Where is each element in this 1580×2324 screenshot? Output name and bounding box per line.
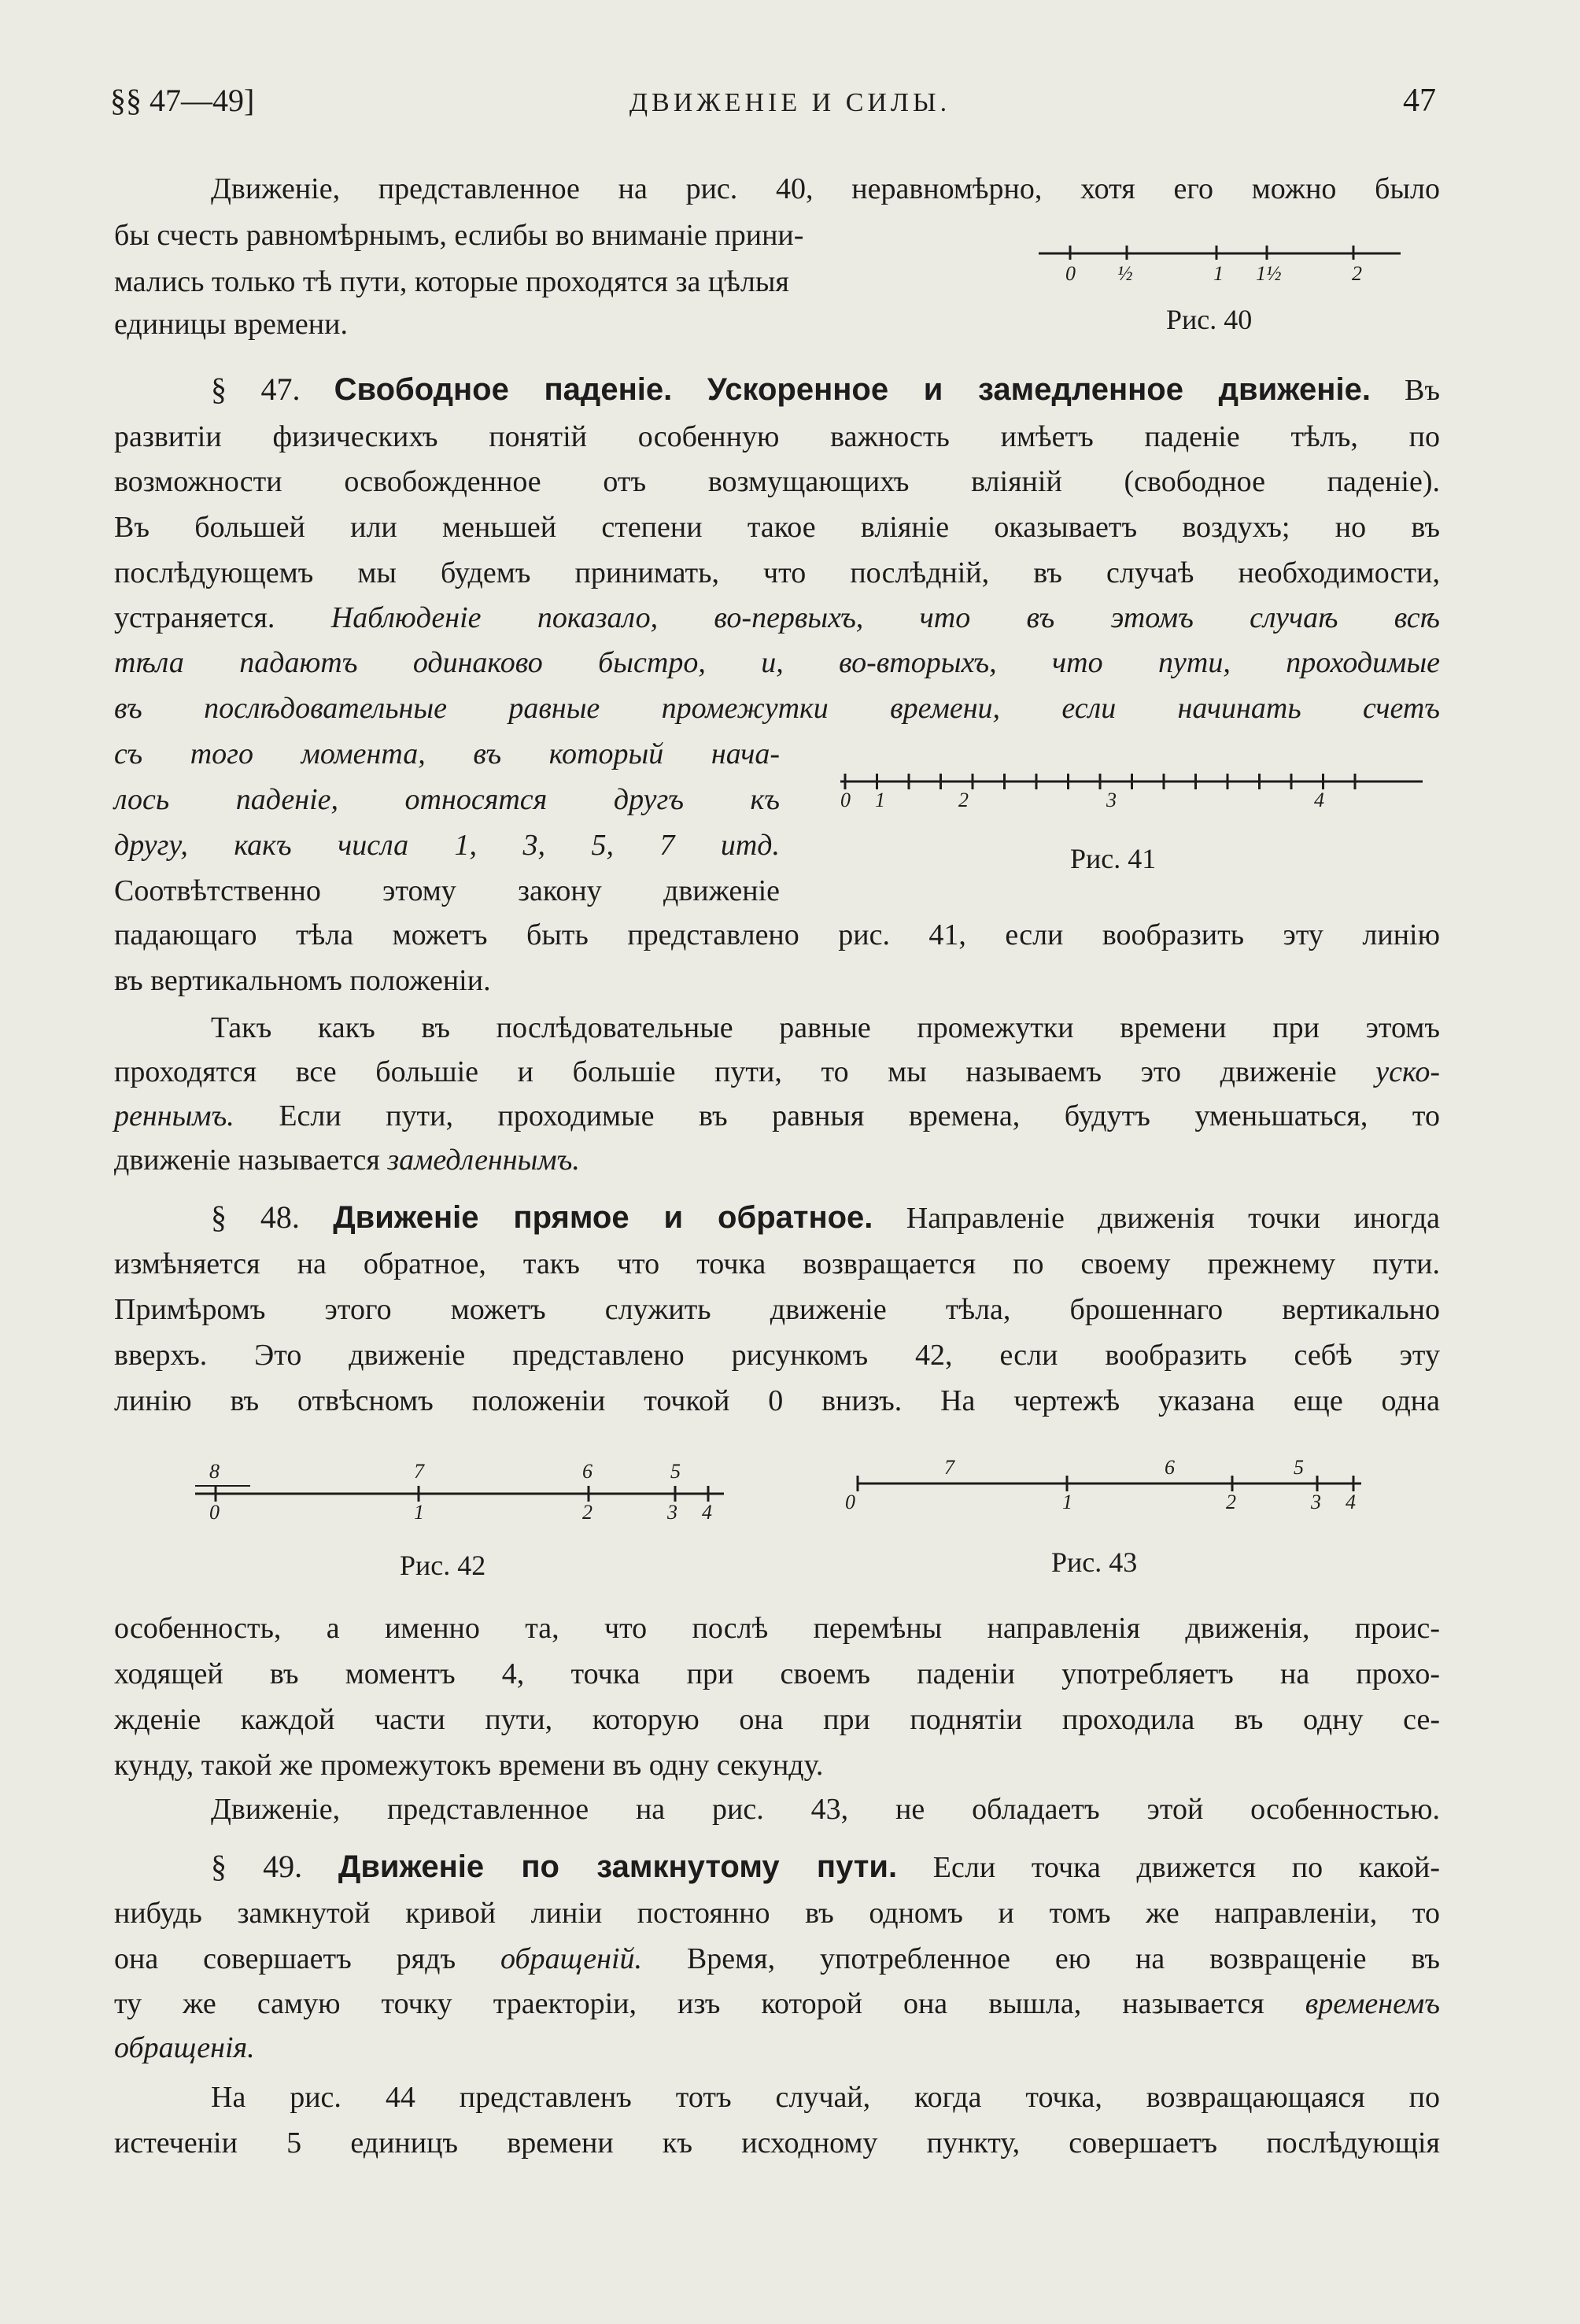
- italic-text: лось паденіе, относятся другъ къ: [114, 783, 780, 816]
- fig43-label-below: 3: [1311, 1491, 1321, 1513]
- text-line: измѣняется на обратное, такъ что точка возвращается по своему прежнему пути.: [114, 1247, 1440, 1280]
- figure-41-diagram: [834, 767, 1432, 815]
- section-49-heading-line: [114, 1849, 1440, 1885]
- figure-43-caption: Рис. 43: [1051, 1546, 1138, 1578]
- italic-text: обращенія.: [114, 2031, 255, 2064]
- italic-text: уско-: [1375, 1055, 1440, 1088]
- text-line: жденіе каждой части пути, которую она при поднятіи проходила въ одну се-: [114, 1703, 1440, 1736]
- italic-text: обращеній.: [500, 1942, 643, 1975]
- fig42-label-below: 3: [667, 1501, 677, 1524]
- italic-text: въ послѣдовательные равные промежутки времени, если начинать счетъ: [114, 692, 1440, 725]
- fig42-label-below: 2: [582, 1501, 592, 1524]
- text-fragment: Время, употребленное ею на возвращеніе въ: [686, 1942, 1440, 1975]
- text-line: [114, 691, 1440, 726]
- text-line: [114, 645, 1440, 680]
- text-fragment: Направленіе движенія точки иногда: [906, 1202, 1441, 1235]
- fig40-label: 0: [1065, 262, 1076, 285]
- header-section-range: §§ 47—49]: [110, 83, 255, 118]
- section-49-title: Движеніе по замкнутому пути.: [338, 1849, 898, 1884]
- fig41-label: 1: [875, 789, 885, 811]
- figure-40-caption: Рис. 40: [1166, 304, 1253, 335]
- text-line: вверхъ. Это движеніе представлено рисункомъ 42, если вообразить себѣ эту: [114, 1339, 1440, 1372]
- fig43-label-above: 5: [1294, 1456, 1304, 1479]
- fig40-label: 1½: [1256, 262, 1282, 285]
- fig42-label-above: 6: [582, 1460, 592, 1483]
- text-line: въ вертикальномъ положеніи.: [114, 964, 491, 997]
- fig40-label: ½: [1117, 262, 1133, 285]
- fig42-label-below: 0: [209, 1501, 220, 1524]
- section-48-number: § 48.: [211, 1199, 300, 1235]
- figure-41-caption: Рис. 41: [1070, 843, 1157, 874]
- text-line: [114, 600, 1440, 635]
- section-47-number: § 47.: [211, 371, 301, 407]
- text-line: [114, 2030, 1440, 2065]
- header-chapter-title: ДВИЖЕНІЕ И СИЛЫ.: [629, 88, 951, 117]
- text-line: Примѣромъ этого можетъ служить движеніе тѣла, брошеннаго вертикально: [114, 1293, 1440, 1326]
- fig41-label: 3: [1106, 789, 1117, 811]
- fig42-label-below: 1: [414, 1501, 424, 1524]
- text-line: [114, 782, 780, 817]
- fig42-label-above: 5: [670, 1460, 681, 1483]
- italic-text: Наблюденіе показало, во-первыхъ, что въ этомъ случаѣ всѣ: [330, 601, 1440, 634]
- fig41-label: 0: [840, 789, 851, 811]
- figure-42-diagram: [189, 1462, 740, 1525]
- text-line: Такъ какъ въ послѣдовательные равные промежутки времени при этомъ: [211, 1011, 1440, 1044]
- text-line: развитіи физическихъ понятій особенную важность имѣетъ паденіе тѣлъ, по: [114, 420, 1440, 453]
- fig42-label-below: 4: [702, 1501, 712, 1524]
- section-47-heading-line: [114, 372, 1440, 408]
- fig41-label: 4: [1314, 789, 1324, 811]
- text-line: Соотвѣтственно этому закону движеніе: [114, 874, 780, 907]
- text-fragment: Если точка движется по какой-: [932, 1851, 1441, 1884]
- section-47-title: Свободное паденіе. Ускоренное и замедленное движеніе.: [334, 372, 1371, 407]
- text-line: ходящей въ моментъ 4, точка при своемъ паденіи употребляетъ на прохо-: [114, 1657, 1440, 1690]
- italic-text: временемъ: [1305, 1987, 1441, 2020]
- figure-42-caption: Рис. 42: [400, 1550, 486, 1581]
- text-line: [114, 737, 780, 771]
- text-line: [114, 1143, 1440, 1177]
- italic-text: реннымъ.: [114, 1099, 234, 1132]
- text-line: возможности освобожденное отъ возмущающихъ вліяній (свободное паденіе).: [114, 465, 1440, 498]
- text-fragment: движеніе называется: [114, 1144, 380, 1177]
- text-line: особенность, а именно та, что послѣ перемѣны направленія движенія, проис-: [114, 1612, 1440, 1645]
- text-fragment: ту же самую точку траекторіи, изъ которой она вышла, называется: [114, 1987, 1264, 2020]
- text-line: [114, 1986, 1440, 2021]
- fig43-label-below: 2: [1226, 1491, 1236, 1513]
- text-line: падающаго тѣла можетъ быть представлено рис. 41, если вообразить эту линію: [114, 918, 1440, 951]
- section-48-title: Движеніе прямое и обратное.: [333, 1200, 873, 1235]
- text-fragment: Въ: [1405, 374, 1441, 407]
- text-fragment: она совершаетъ рядъ: [114, 1942, 456, 1975]
- text-fragment: проходятся все большіе и большіе пути, то мы называемъ это движеніе: [114, 1055, 1337, 1088]
- text-line: [114, 1942, 1440, 1976]
- text-line: [114, 1099, 1440, 1133]
- fig43-label-above: 7: [944, 1456, 954, 1479]
- italic-text: замедленнымъ.: [387, 1144, 580, 1177]
- fig40-label: 1: [1213, 262, 1224, 285]
- figure-43-diagram: [842, 1458, 1393, 1521]
- fig40-label: 2: [1352, 262, 1362, 285]
- text-line: [114, 1055, 1440, 1089]
- text-line: На рис. 44 представленъ тотъ случай, когда точка, возвращающаяся по: [211, 2081, 1440, 2114]
- text-line: истеченіи 5 единицъ времени къ исходному пункту, совершаетъ послѣдующія: [114, 2126, 1440, 2160]
- fig42-label-above: 8: [209, 1460, 220, 1483]
- fig42-label-above: 7: [414, 1460, 424, 1483]
- text-line: послѣдующемъ мы будемъ принимать, что послѣдній, въ случаѣ необходимости,: [114, 556, 1440, 589]
- text-line: линію въ отвѣсномъ положеніи точкой 0 внизъ. На чертежѣ указана еще одна: [114, 1384, 1440, 1417]
- text-line: кунду, такой же промежутокъ времени въ одну секунду.: [114, 1749, 824, 1782]
- fig43-label-below: 1: [1062, 1491, 1072, 1513]
- text-line: Движеніе, представленное на рис. 40, неравномѣрно, хотя его можно было: [211, 172, 1440, 205]
- italic-text: другу, какъ числа 1, 3, 5, 7 итд.: [114, 829, 780, 862]
- text-line: Въ большей или меньшей степени такое вліяніе оказываетъ воздухъ; но въ: [114, 511, 1440, 544]
- italic-text: тѣла падаютъ одинаково быстро, и, во-вторыхъ, что пути, проходимые: [114, 646, 1440, 679]
- section-48-heading-line: [114, 1200, 1440, 1236]
- text-fragment: устраняется.: [114, 601, 275, 634]
- text-line: нибудь замкнутой кривой линіи постоянно въ одномъ и томъ же направленіи, то: [114, 1897, 1440, 1930]
- text-fragment: Если пути, проходимые въ равныя времена, будутъ уменьшаться, то: [279, 1099, 1440, 1132]
- fig43-label-below: 4: [1346, 1491, 1356, 1513]
- section-49-number: § 49.: [211, 1849, 303, 1884]
- page-number: 47: [1403, 83, 1436, 119]
- italic-text: съ того момента, въ который нача-: [114, 737, 780, 770]
- figure-40-diagram: [1039, 236, 1416, 283]
- fig43-label-above: 6: [1165, 1456, 1175, 1479]
- fig41-label: 2: [958, 789, 969, 811]
- text-line: Движеніе, представленное на рис. 43, не обладаетъ этой особенностью.: [211, 1793, 1440, 1826]
- text-line: бы счесть равномѣрнымъ, еслибы во вниманіе прини-: [114, 219, 804, 252]
- text-line: мались только тѣ пути, которые проходятся за цѣлыя: [114, 265, 789, 298]
- text-line: [114, 828, 780, 863]
- fig43-label-below: 0: [845, 1491, 855, 1513]
- text-line: единицы времени.: [114, 308, 348, 341]
